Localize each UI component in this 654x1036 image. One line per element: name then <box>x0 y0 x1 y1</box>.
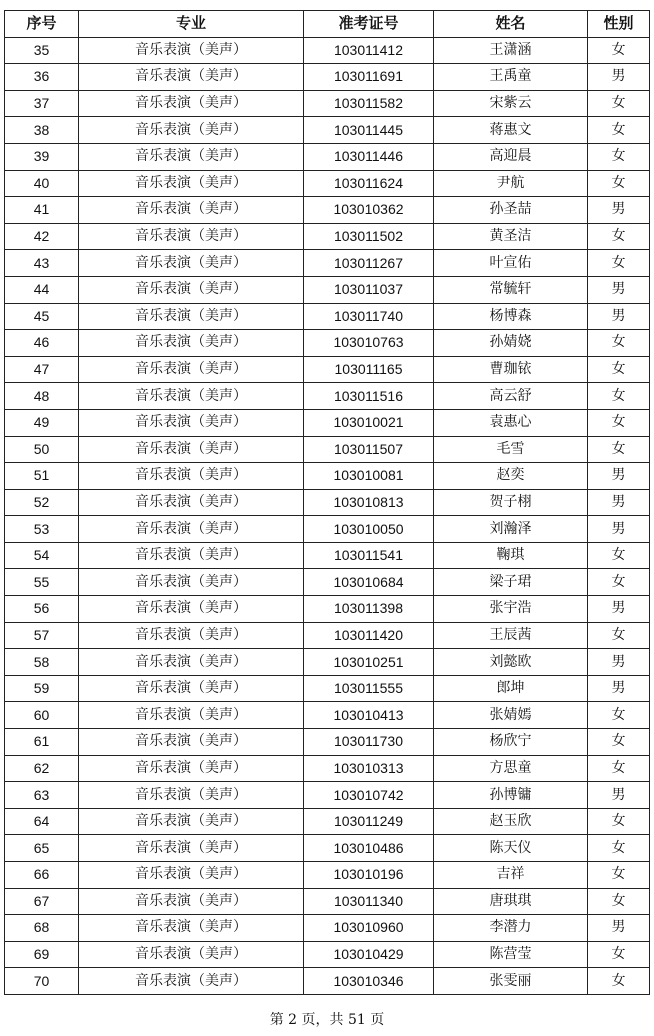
cell-name: 高云舒 <box>434 383 588 410</box>
cell-gender: 女 <box>588 37 650 64</box>
cell-name: 高迎晨 <box>434 143 588 170</box>
cell-gender: 男 <box>588 596 650 623</box>
cell-seq: 49 <box>5 409 79 436</box>
cell-name: 王辰茜 <box>434 622 588 649</box>
cell-major: 音乐表演（美声） <box>79 782 304 809</box>
cell-major: 音乐表演（美声） <box>79 915 304 942</box>
cell-major: 音乐表演（美声） <box>79 409 304 436</box>
cell-exam-no: 103011398 <box>304 596 434 623</box>
cell-gender: 女 <box>588 117 650 144</box>
table-row <box>5 276 650 303</box>
cell-gender: 女 <box>588 170 650 197</box>
cell-seq: 59 <box>5 675 79 702</box>
cell-name: 蒋惠文 <box>434 117 588 144</box>
cell-name: 张宇浩 <box>434 596 588 623</box>
table-row <box>5 755 650 782</box>
cell-name: 吉祥 <box>434 862 588 889</box>
table-body <box>5 37 650 994</box>
cell-exam-no: 103011412 <box>304 37 434 64</box>
cell-seq: 53 <box>5 516 79 543</box>
cell-seq: 36 <box>5 64 79 91</box>
cell-major: 音乐表演（美声） <box>79 276 304 303</box>
cell-seq: 39 <box>5 143 79 170</box>
cell-gender: 女 <box>588 90 650 117</box>
cell-name: 毛雪 <box>434 436 588 463</box>
cell-major: 音乐表演（美声） <box>79 117 304 144</box>
cell-gender: 女 <box>588 542 650 569</box>
cell-seq: 61 <box>5 729 79 756</box>
cell-seq: 68 <box>5 915 79 942</box>
header-exam-no: 准考证号 <box>304 11 434 38</box>
cell-gender: 男 <box>588 303 650 330</box>
cell-major: 音乐表演（美声） <box>79 356 304 383</box>
cell-seq: 70 <box>5 968 79 995</box>
table-row <box>5 489 650 516</box>
table-row <box>5 64 650 91</box>
cell-exam-no: 103010251 <box>304 649 434 676</box>
cell-name: 陈天仪 <box>434 835 588 862</box>
cell-exam-no: 103011249 <box>304 808 434 835</box>
cell-major: 音乐表演（美声） <box>79 170 304 197</box>
cell-seq: 57 <box>5 622 79 649</box>
table-row <box>5 941 650 968</box>
cell-gender: 男 <box>588 516 650 543</box>
cell-major: 音乐表演（美声） <box>79 436 304 463</box>
cell-seq: 41 <box>5 197 79 224</box>
cell-exam-no: 103011740 <box>304 303 434 330</box>
cell-seq: 67 <box>5 888 79 915</box>
cell-exam-no: 103011582 <box>304 90 434 117</box>
table-row <box>5 862 650 889</box>
cell-name: 叶宣佑 <box>434 250 588 277</box>
cell-exam-no: 103010346 <box>304 968 434 995</box>
cell-gender: 女 <box>588 941 650 968</box>
cell-exam-no: 103011507 <box>304 436 434 463</box>
cell-major: 音乐表演（美声） <box>79 516 304 543</box>
results-table <box>4 10 650 995</box>
table-row <box>5 463 650 490</box>
cell-seq: 52 <box>5 489 79 516</box>
table-row <box>5 223 650 250</box>
cell-gender: 女 <box>588 143 650 170</box>
cell-seq: 55 <box>5 569 79 596</box>
cell-name: 杨博森 <box>434 303 588 330</box>
table-row <box>5 409 650 436</box>
cell-exam-no: 103010413 <box>304 702 434 729</box>
cell-major: 音乐表演（美声） <box>79 463 304 490</box>
cell-exam-no: 103010050 <box>304 516 434 543</box>
table-row <box>5 702 650 729</box>
cell-gender: 女 <box>588 436 650 463</box>
cell-exam-no: 103011555 <box>304 675 434 702</box>
table-row <box>5 968 650 995</box>
cell-major: 音乐表演（美声） <box>79 862 304 889</box>
cell-exam-no: 103010742 <box>304 782 434 809</box>
cell-name: 郎坤 <box>434 675 588 702</box>
table-row <box>5 37 650 64</box>
cell-name: 王禹童 <box>434 64 588 91</box>
cell-seq: 54 <box>5 542 79 569</box>
cell-exam-no: 103010960 <box>304 915 434 942</box>
cell-gender: 男 <box>588 649 650 676</box>
cell-seq: 45 <box>5 303 79 330</box>
cell-major: 音乐表演（美声） <box>79 755 304 782</box>
table-row <box>5 835 650 862</box>
table-row <box>5 356 650 383</box>
cell-name: 孙博镛 <box>434 782 588 809</box>
cell-gender: 女 <box>588 409 650 436</box>
table-row <box>5 915 650 942</box>
cell-name: 孙圣喆 <box>434 197 588 224</box>
table-row <box>5 250 650 277</box>
table-row <box>5 143 650 170</box>
cell-exam-no: 103010021 <box>304 409 434 436</box>
cell-exam-no: 103011730 <box>304 729 434 756</box>
cell-gender: 男 <box>588 782 650 809</box>
cell-seq: 37 <box>5 90 79 117</box>
cell-seq: 60 <box>5 702 79 729</box>
cell-major: 音乐表演（美声） <box>79 596 304 623</box>
cell-seq: 56 <box>5 596 79 623</box>
cell-name: 方思童 <box>434 755 588 782</box>
table-row <box>5 383 650 410</box>
cell-name: 宋紫云 <box>434 90 588 117</box>
cell-exam-no: 103010486 <box>304 835 434 862</box>
cell-name: 李潜力 <box>434 915 588 942</box>
cell-name: 尹航 <box>434 170 588 197</box>
cell-seq: 62 <box>5 755 79 782</box>
cell-gender: 女 <box>588 755 650 782</box>
cell-gender: 女 <box>588 888 650 915</box>
cell-name: 唐琪琪 <box>434 888 588 915</box>
cell-major: 音乐表演（美声） <box>79 37 304 64</box>
cell-major: 音乐表演（美声） <box>79 90 304 117</box>
table-row <box>5 516 650 543</box>
cell-major: 音乐表演（美声） <box>79 250 304 277</box>
table-row <box>5 729 650 756</box>
cell-gender: 女 <box>588 330 650 357</box>
cell-seq: 66 <box>5 862 79 889</box>
cell-seq: 43 <box>5 250 79 277</box>
cell-name: 杨欣宁 <box>434 729 588 756</box>
cell-seq: 63 <box>5 782 79 809</box>
cell-name: 陈营莹 <box>434 941 588 968</box>
cell-exam-no: 103011165 <box>304 356 434 383</box>
cell-name: 张雯丽 <box>434 968 588 995</box>
cell-gender: 女 <box>588 356 650 383</box>
cell-major: 音乐表演（美声） <box>79 569 304 596</box>
cell-seq: 50 <box>5 436 79 463</box>
cell-major: 音乐表演（美声） <box>79 143 304 170</box>
cell-seq: 40 <box>5 170 79 197</box>
cell-name: 黄圣洁 <box>434 223 588 250</box>
cell-gender: 男 <box>588 197 650 224</box>
header-major: 专业 <box>79 11 304 38</box>
header-name: 姓名 <box>434 11 588 38</box>
cell-major: 音乐表演（美声） <box>79 888 304 915</box>
cell-exam-no: 103010081 <box>304 463 434 490</box>
table-row <box>5 170 650 197</box>
table-row <box>5 888 650 915</box>
table-row <box>5 782 650 809</box>
cell-major: 音乐表演（美声） <box>79 941 304 968</box>
cell-exam-no: 103011502 <box>304 223 434 250</box>
cell-name: 孙婧娆 <box>434 330 588 357</box>
cell-seq: 58 <box>5 649 79 676</box>
cell-name: 赵玉欣 <box>434 808 588 835</box>
table-row <box>5 569 650 596</box>
cell-major: 音乐表演（美声） <box>79 197 304 224</box>
cell-major: 音乐表演（美声） <box>79 729 304 756</box>
cell-name: 袁惠心 <box>434 409 588 436</box>
cell-gender: 男 <box>588 675 650 702</box>
header-seq: 序号 <box>5 11 79 38</box>
cell-name: 王潇涵 <box>434 37 588 64</box>
cell-exam-no: 103011624 <box>304 170 434 197</box>
table-row <box>5 808 650 835</box>
cell-gender: 男 <box>588 463 650 490</box>
cell-name: 赵奕 <box>434 463 588 490</box>
cell-seq: 38 <box>5 117 79 144</box>
cell-gender: 女 <box>588 862 650 889</box>
cell-major: 音乐表演（美声） <box>79 702 304 729</box>
cell-gender: 女 <box>588 835 650 862</box>
cell-exam-no: 103010196 <box>304 862 434 889</box>
cell-major: 音乐表演（美声） <box>79 649 304 676</box>
cell-major: 音乐表演（美声） <box>79 383 304 410</box>
cell-seq: 42 <box>5 223 79 250</box>
cell-exam-no: 103011516 <box>304 383 434 410</box>
cell-seq: 48 <box>5 383 79 410</box>
cell-gender: 女 <box>588 729 650 756</box>
cell-gender: 男 <box>588 489 650 516</box>
cell-gender: 女 <box>588 702 650 729</box>
table-row <box>5 330 650 357</box>
cell-seq: 64 <box>5 808 79 835</box>
cell-name: 贺子栩 <box>434 489 588 516</box>
table-row <box>5 436 650 463</box>
cell-major: 音乐表演（美声） <box>79 542 304 569</box>
table-row <box>5 675 650 702</box>
cell-exam-no: 103010362 <box>304 197 434 224</box>
cell-major: 音乐表演（美声） <box>79 489 304 516</box>
table-row <box>5 303 650 330</box>
cell-gender: 男 <box>588 276 650 303</box>
cell-exam-no: 103011267 <box>304 250 434 277</box>
cell-major: 音乐表演（美声） <box>79 223 304 250</box>
cell-name: 鞠琪 <box>434 542 588 569</box>
cell-seq: 44 <box>5 276 79 303</box>
cell-exam-no: 103011037 <box>304 276 434 303</box>
cell-exam-no: 103010684 <box>304 569 434 596</box>
cell-exam-no: 103011420 <box>304 622 434 649</box>
table-row <box>5 649 650 676</box>
cell-gender: 女 <box>588 968 650 995</box>
cell-seq: 69 <box>5 941 79 968</box>
cell-exam-no: 103010763 <box>304 330 434 357</box>
cell-gender: 男 <box>588 64 650 91</box>
cell-major: 音乐表演（美声） <box>79 330 304 357</box>
table-row <box>5 197 650 224</box>
cell-name: 张婧嫣 <box>434 702 588 729</box>
cell-seq: 47 <box>5 356 79 383</box>
table-row <box>5 117 650 144</box>
cell-name: 梁子珺 <box>434 569 588 596</box>
cell-name: 刘懿欧 <box>434 649 588 676</box>
cell-seq: 35 <box>5 37 79 64</box>
cell-gender: 女 <box>588 223 650 250</box>
cell-exam-no: 103010313 <box>304 755 434 782</box>
cell-seq: 51 <box>5 463 79 490</box>
cell-exam-no: 103011446 <box>304 143 434 170</box>
cell-exam-no: 103011691 <box>304 64 434 91</box>
cell-major: 音乐表演（美声） <box>79 303 304 330</box>
results-table-container <box>4 10 649 995</box>
cell-exam-no: 103010813 <box>304 489 434 516</box>
table-row <box>5 542 650 569</box>
cell-gender: 女 <box>588 622 650 649</box>
table-row <box>5 622 650 649</box>
cell-gender: 男 <box>588 915 650 942</box>
cell-seq: 65 <box>5 835 79 862</box>
table-row <box>5 90 650 117</box>
cell-seq: 46 <box>5 330 79 357</box>
cell-major: 音乐表演（美声） <box>79 675 304 702</box>
header-gender: 性别 <box>588 11 650 38</box>
page-footer: 第 2 页，共 51 页 <box>269 1012 385 1028</box>
cell-gender: 女 <box>588 808 650 835</box>
cell-exam-no: 103010429 <box>304 941 434 968</box>
cell-major: 音乐表演（美声） <box>79 64 304 91</box>
cell-exam-no: 103011541 <box>304 542 434 569</box>
cell-exam-no: 103011445 <box>304 117 434 144</box>
cell-name: 常毓轩 <box>434 276 588 303</box>
cell-major: 音乐表演（美声） <box>79 968 304 995</box>
cell-major: 音乐表演（美声） <box>79 808 304 835</box>
table-header-row <box>5 11 650 38</box>
cell-major: 音乐表演（美声） <box>79 622 304 649</box>
cell-name: 曹珈铱 <box>434 356 588 383</box>
cell-gender: 女 <box>588 383 650 410</box>
table-row <box>5 596 650 623</box>
cell-name: 刘瀚泽 <box>434 516 588 543</box>
cell-exam-no: 103011340 <box>304 888 434 915</box>
cell-major: 音乐表演（美声） <box>79 835 304 862</box>
cell-gender: 女 <box>588 569 650 596</box>
cell-gender: 女 <box>588 250 650 277</box>
